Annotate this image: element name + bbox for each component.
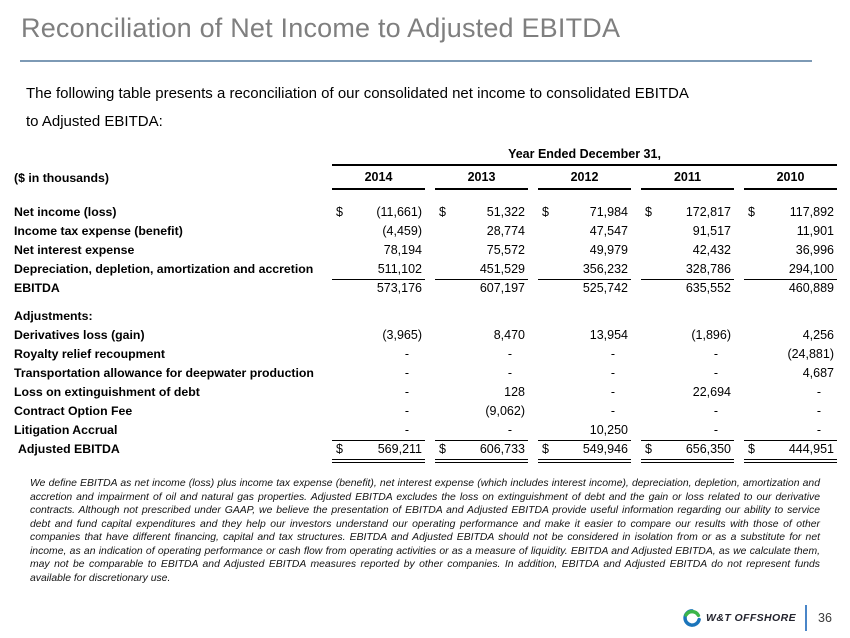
value: 328,786 — [685, 262, 731, 276]
value-cell — [435, 279, 528, 298]
value-cell — [641, 326, 734, 345]
value: - — [713, 423, 718, 437]
value: 51,322 — [486, 205, 525, 219]
row-label: Net interest expense — [14, 243, 135, 257]
value-cell — [744, 279, 837, 298]
dollar-sign: $ — [748, 442, 755, 456]
year-column-header: 2012 — [538, 166, 631, 190]
value: 10,250 — [589, 423, 628, 437]
value-cell — [641, 402, 734, 421]
value: - — [404, 404, 409, 418]
header-gap — [12, 190, 840, 203]
row-label: Transportation allowance for deepwater production — [14, 366, 314, 380]
value-cell — [538, 364, 631, 383]
value-cell — [744, 402, 837, 421]
value-cell — [435, 402, 528, 421]
value: 47,547 — [589, 224, 628, 238]
value-cell — [332, 222, 425, 241]
value-cell — [744, 440, 837, 463]
value: - — [404, 347, 409, 361]
value: 75,572 — [486, 243, 525, 257]
value-cell — [744, 222, 837, 241]
value: 8,470 — [493, 328, 525, 342]
value: 117,892 — [789, 205, 834, 219]
value-cell — [332, 383, 425, 402]
year-column-header: 2014 — [332, 166, 425, 190]
value: - — [610, 404, 615, 418]
value-cell — [538, 440, 631, 463]
value: 635,552 — [685, 281, 731, 295]
value-cell — [435, 260, 528, 280]
value-cell — [435, 345, 528, 364]
table-row — [12, 364, 840, 383]
value: 128 — [504, 385, 525, 399]
value-cell — [332, 279, 425, 298]
row-label: Adjustments: — [14, 309, 93, 323]
value-cell — [332, 421, 425, 441]
value-cell — [641, 421, 734, 441]
value-cell — [641, 364, 734, 383]
value: 22,694 — [692, 385, 731, 399]
table-year-header-row — [12, 164, 840, 190]
value-cell — [744, 364, 837, 383]
value: 607,197 — [479, 281, 525, 295]
year-column-header: 2011 — [641, 166, 734, 190]
value-cell — [538, 241, 631, 260]
value-cell — [641, 383, 734, 402]
table-row — [12, 402, 840, 421]
value: - — [713, 347, 718, 361]
value: (24,881) — [787, 347, 834, 361]
value-cell — [538, 203, 631, 222]
slide-title: Reconciliation of Net Income to Adjusted EBITDA — [21, 13, 621, 43]
value: 606,733 — [479, 442, 525, 456]
value: 656,350 — [685, 442, 731, 456]
financial-table — [12, 144, 840, 459]
value-cell — [435, 440, 528, 463]
value: (3,965) — [382, 328, 422, 342]
table-row — [12, 440, 840, 459]
value: - — [816, 404, 821, 418]
value-cell — [332, 440, 425, 463]
value-cell — [435, 241, 528, 260]
value: 42,432 — [692, 243, 731, 257]
value-cell — [435, 203, 528, 222]
year-column-header: 2010 — [744, 166, 837, 190]
value: 71,984 — [589, 205, 628, 219]
value-cell — [538, 345, 631, 364]
table-row — [12, 241, 840, 260]
value-cell — [435, 383, 528, 402]
value: - — [507, 347, 512, 361]
value: - — [610, 347, 615, 361]
value: (1,896) — [691, 328, 731, 342]
value: 172,817 — [685, 205, 731, 219]
value-cell — [641, 222, 734, 241]
row-label: Net income (loss) — [14, 205, 117, 219]
value: 356,232 — [582, 262, 628, 276]
row-label: EBITDA — [14, 281, 60, 295]
value: 4,256 — [802, 328, 834, 342]
value-cell — [538, 279, 631, 298]
value-cell — [538, 260, 631, 280]
value-cell — [332, 345, 425, 364]
value: 573,176 — [376, 281, 422, 295]
value-cell — [538, 326, 631, 345]
value-cell — [744, 326, 837, 345]
value: - — [610, 366, 615, 380]
dollar-sign: $ — [748, 205, 755, 219]
value: 78,194 — [383, 243, 422, 257]
value: 525,742 — [582, 281, 628, 295]
intro-line: to Adjusted EBITDA: — [26, 113, 163, 130]
intro-line: The following table presents a reconciliation of our consolidated net income to consolidated EBITDA — [26, 85, 689, 102]
footer — [683, 605, 834, 631]
value: (4,459) — [382, 224, 422, 238]
value: 511,102 — [377, 262, 422, 276]
footnote-text: We define EBITDA as net income (loss) plus income tax expense (benefit), net interest expense (which includes interest income), depreciation, depletion, amortization and accretion and impairment of oil and natural gas properties. Adjusted EBITDA excludes the loss on extinguishment of debt and the gain or loss related to our derivative contracts. Although not prescribed under GAAP, we believe the presentation of EBITDA and Adjusted EBITDA provide useful information regarding our ability to service debt and fund capital expenditures and they help our investors understand our operating performance and make it easier to compare our results with those of other companies that have different financing, capital and tax structures. EBITDA and Adjusted EBITDA should not be considered in isolation from or as a substitute for net income, as an indication of operating performance or cash flow from operating activities or as a measure of liquidity. EBITDA and Adjusted EBITDA, as we calculate them, may not be comparable to EBITDA and Adjusted EBITDA measures reported by other companies. In addition, EBITDA and Adjusted EBITDA do not represent funds available for discretionary use. — [30, 478, 820, 584]
value: - — [507, 423, 512, 437]
value: - — [404, 366, 409, 380]
table-row — [12, 421, 840, 440]
dollar-sign: $ — [542, 205, 549, 219]
row-label: Adjusted EBITDA — [18, 442, 120, 456]
value: 13,954 — [589, 328, 628, 342]
value: 294,100 — [788, 262, 834, 276]
table-span-header-row — [12, 144, 840, 164]
value: - — [507, 366, 512, 380]
value-cell — [435, 222, 528, 241]
value-cell — [641, 345, 734, 364]
value-cell — [332, 241, 425, 260]
value-cell — [744, 383, 837, 402]
value-cell — [744, 345, 837, 364]
value: (9,062) — [485, 404, 525, 418]
value-cell — [641, 241, 734, 260]
value-cell — [538, 402, 631, 421]
year-ended-header: Year Ended December 31, — [332, 144, 837, 166]
table-row — [12, 260, 840, 279]
dollar-sign: $ — [542, 442, 549, 456]
row-label: Depreciation, depletion, amortization and accretion — [14, 262, 314, 276]
unit-label-spacer — [12, 144, 322, 166]
value-cell — [744, 241, 837, 260]
value-cell — [435, 364, 528, 383]
value: - — [404, 385, 409, 399]
dollar-sign: $ — [439, 205, 446, 219]
value: 549,946 — [582, 442, 628, 456]
value-cell — [641, 260, 734, 280]
dollar-sign: $ — [439, 442, 446, 456]
value: 91,517 — [692, 224, 731, 238]
table-row — [12, 279, 840, 298]
value-cell — [641, 279, 734, 298]
logo-swirl-icon — [683, 609, 701, 627]
value-cell — [435, 421, 528, 441]
page-number: 36 — [818, 611, 832, 625]
row-label: Income tax expense (benefit) — [14, 224, 183, 238]
value: 444,951 — [788, 442, 834, 456]
value: - — [816, 423, 821, 437]
dollar-sign: $ — [645, 205, 652, 219]
intro-text — [26, 80, 689, 136]
value: 49,979 — [589, 243, 628, 257]
table-row — [12, 307, 840, 326]
value-cell — [332, 402, 425, 421]
value-cell — [435, 326, 528, 345]
dollar-sign: $ — [336, 442, 343, 456]
row-label: Loss on extinguishment of debt — [14, 385, 200, 399]
value: - — [713, 404, 718, 418]
value-cell — [744, 203, 837, 222]
row-label: Litigation Accrual — [14, 423, 118, 437]
value-cell — [332, 364, 425, 383]
dollar-sign: $ — [336, 205, 343, 219]
table-row — [12, 326, 840, 345]
value-cell — [744, 421, 837, 441]
value: - — [713, 366, 718, 380]
value: - — [404, 423, 409, 437]
value: 11,901 — [796, 224, 834, 238]
value-cell — [538, 222, 631, 241]
value: 569,211 — [377, 442, 422, 456]
value: (11,661) — [376, 205, 422, 219]
value: 36,996 — [795, 243, 834, 257]
value-cell — [744, 260, 837, 280]
value-cell — [332, 326, 425, 345]
title-rule — [20, 60, 812, 62]
value: - — [816, 385, 821, 399]
value-cell — [332, 260, 425, 280]
value-cell — [641, 203, 734, 222]
year-column-header: 2013 — [435, 166, 528, 190]
row-label: Contract Option Fee — [14, 404, 133, 418]
value-cell — [538, 421, 631, 441]
row-label: Derivatives loss (gain) — [14, 328, 145, 342]
dollar-sign: $ — [645, 442, 652, 456]
table-row — [12, 345, 840, 364]
value: 28,774 — [486, 224, 525, 238]
value: - — [610, 385, 615, 399]
value-cell — [641, 440, 734, 463]
unit-label: ($ in thousands) — [14, 171, 109, 185]
logo-wordmark: W&T OFFSHORE — [706, 612, 796, 624]
value: 460,889 — [788, 281, 834, 295]
value-cell — [332, 203, 425, 222]
table-row — [12, 203, 840, 222]
wt-offshore-logo — [683, 609, 796, 627]
value-cell — [538, 383, 631, 402]
value: 451,529 — [479, 262, 525, 276]
row-label: Royalty relief recoupment — [14, 347, 166, 361]
page-divider — [805, 605, 807, 631]
table-row — [12, 222, 840, 241]
table-row — [12, 383, 840, 402]
value: 4,687 — [802, 366, 834, 380]
